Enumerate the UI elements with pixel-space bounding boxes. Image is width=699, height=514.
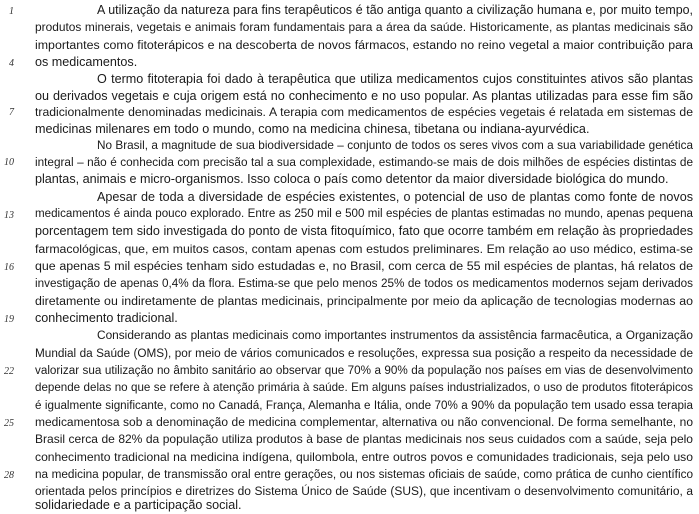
text-line: Apesar de toda a diversidade de espécies existentes, o potencial de uso de plantas como fonte de novos — [97, 190, 693, 204]
text-line: medicamentosa sob a denominação de medicina complementar, alternativa ou não convencional. De forma semelhante, no — [35, 415, 693, 429]
text-line: depende delas no que se refere à atenção primária à saúde. Em alguns países industrializados, o uso de produtos fitoterápicos — [35, 381, 693, 394]
text-line: solidariedade e a participação social. — [35, 498, 242, 512]
text-line: medicamentos é ainda pouco explorado. Entre as 250 mil e 500 mil espécies de plantas estimadas no mundo, apenas pequena — [35, 208, 693, 220]
text-line: farmacológicas, que, em muitos casos, contam apenas com estudos preliminares. Em relação ao uso médico, estima-se — [35, 242, 693, 256]
line-number: 25 — [4, 418, 14, 429]
text-line: investigação de apenas 0,4% da flora. Estima-se que pelo menos 25% de todos os medicamentos modernos sejam derivados — [35, 277, 693, 290]
line-number: 10 — [4, 157, 14, 168]
line-number: 16 — [4, 262, 14, 273]
line-number: 19 — [4, 314, 14, 325]
text-line: tradicionalmente denominadas medicinais. A terapia com medicamentos de espécies vegetais é relatada em sistemas de — [35, 105, 693, 119]
text-line: O termo fitoterapia foi dado à terapêutica que utiliza medicamentos cujos constituintes ativos são plantas — [97, 72, 693, 86]
text-line: conhecimento tradicional na medicina indígena, quilombola, entre outros povos e comunidades tradicionais, seja pelo uso — [35, 450, 693, 464]
text-line: orientada pelos princípios e diretrizes do Sistema Único de Saúde (SUS), que incentivam o desenvolvimento comunitário, a — [35, 484, 693, 498]
line-number: 1 — [9, 6, 14, 17]
text-line: conhecimento tradicional. — [35, 311, 178, 325]
line-number: 4 — [9, 58, 14, 69]
text-line: Brasil cerca de 82% da população utiliza produtos à base de plantas medicinais nos seus cuidados com a saúde, seja pelo — [35, 432, 693, 446]
text-line: produtos minerais, vegetais e animais foram fundamentais para a área da saúde. Historicamente, as plantas medicinais são — [35, 20, 693, 34]
line-number: 22 — [4, 366, 14, 377]
text-line: integral – não é conhecida com precisão tal a sua complexidade, estimando-se mais de dois milhões de espécies distintas de — [35, 156, 693, 169]
text-line: os medicamentos. — [35, 55, 138, 69]
line-number: 7 — [9, 107, 14, 118]
text-line: é igualmente significante, como no Canadá, França, Alemanha e Itália, onde 70% a 90% da população tem usado essa terapia — [35, 399, 693, 412]
line-number: 13 — [4, 210, 14, 221]
text-line: medicinas milenares em todo o mundo, como na medicina chinesa, tibetana ou indiana-ayurvédica. — [35, 122, 590, 136]
text-line: ou derivados vegetais e cuja origem está no conhecimento e no uso popular. As plantas utilizadas para esse fim são — [35, 89, 693, 103]
text-line: No Brasil, a magnitude de sua biodiversidade – conjunto de todos os seres vivos com a sua variabilidade genética — [97, 139, 693, 152]
text-line: Mundial da Saúde (OMS), por meio de vários comunicados e resoluções, expressa sua posição a respeito da necessidade de — [35, 347, 693, 360]
text-line: porcentagem tem sido investigada do ponto de vista fitoquímico, fato que ocorre também em relação às propriedades — [35, 224, 693, 238]
text-line: importantes como fitoterápicos e na descoberta de novos fármacos, estando no reino vegetal a maior contribuição para — [35, 38, 693, 52]
text-line: que apenas 5 mil espécies tenham sido estudadas e, no Brasil, com cerca de 55 mil espécies de plantas, há relatos de — [35, 259, 693, 273]
text-line: plantas, animais e micro-organismos. Isso coloca o país como detentor da maior diversidade biológica do mundo. — [35, 172, 669, 186]
text-line: na medicina popular, de transmissão oral entre gerações, ou nos sistemas oficiais de saúde, como prática de cunho científico — [35, 468, 693, 481]
text-line: A utilização da natureza para fins terapêuticos é tão antiga quanto a civilização humana e, por muito tempo, — [97, 3, 693, 17]
text-line: diretamente ou indiretamente de plantas medicinais, principalmente por meio da aplicação de tecnologias modernas ao — [35, 294, 693, 308]
line-number: 28 — [4, 470, 14, 481]
text-line: valorizar sua utilização no âmbito sanitário ao observar que 70% a 90% da população nos países em vias de desenvolvimento — [35, 364, 693, 377]
text-line: Considerando as plantas medicinais como importantes instrumentos da assistência farmacêutica, a Organização — [97, 328, 693, 342]
